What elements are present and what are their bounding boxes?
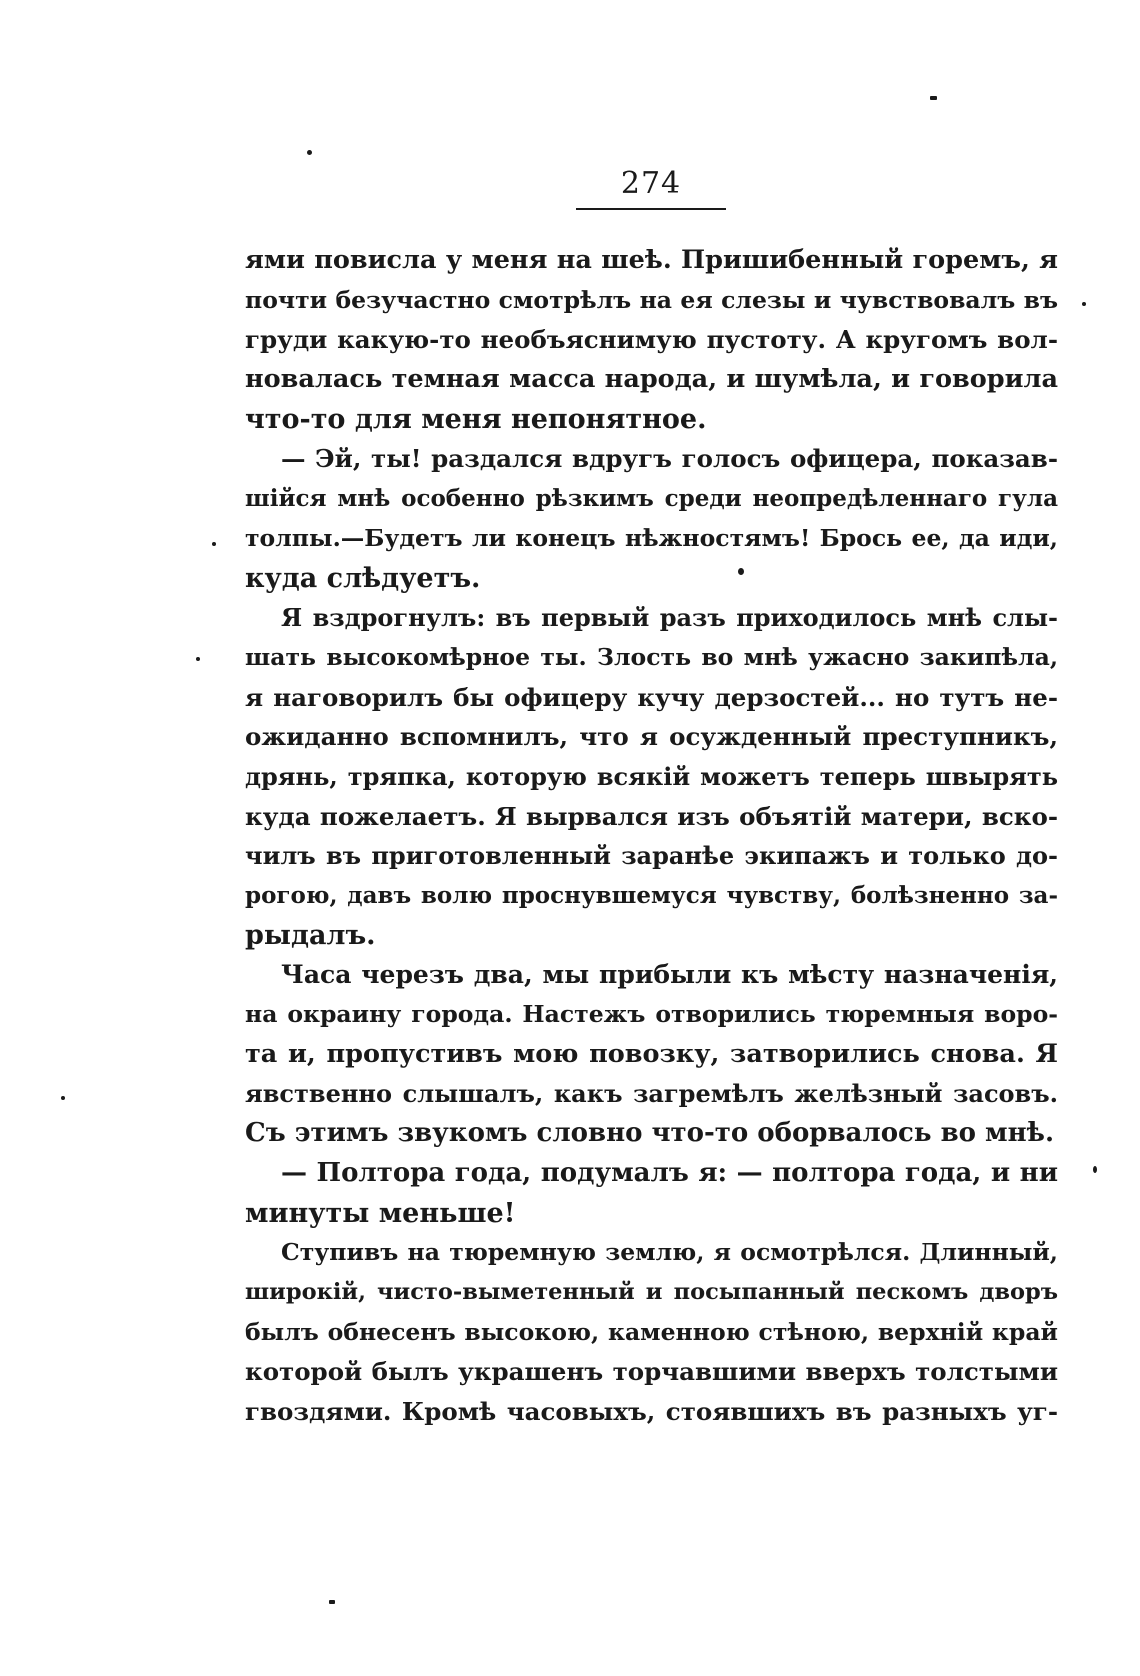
text-line: та и, пропустивъ мою повозку, затворились снова. Я [245,1038,1058,1069]
text-line: куда пожелаетъ. Я вырвался изъ объятій матери, вско- [245,801,1058,831]
text-line: груди какую-то необъяснимую пустоту. А кругомъ вол- [245,325,1058,355]
print-speck [196,657,200,661]
print-speck [329,1600,335,1604]
text-line: которой былъ украшенъ торчавшими вверхъ толстыми [245,1357,1058,1387]
print-speck [212,542,216,546]
text-line: — Эй, ты! раздался вдругъ голосъ офицера, показав- [281,444,1058,474]
text-line: рогою, давъ волю проснувшемуся чувству, болѣзненно за- [245,882,1058,909]
print-speck [1093,1166,1097,1173]
text-line: былъ обнесенъ высокою, каменною стѣною, верхній край [245,1317,1058,1346]
text-line: ями повисла у меня на шеѣ. Пришибенный горемъ, я [245,245,1058,275]
text-line: широкій, чисто-выметенный и посыпанный пескомъ дворъ [245,1278,1058,1305]
text-line: я наговорилъ бы офицеру кучу дерзостей... но тутъ не- [245,682,1058,712]
text-line: Я вздрогнулъ: въ первый разъ приходилось мнѣ слы- [281,603,1058,633]
text-line: на окраину города. Настежъ отворились тюремныя воро- [245,1000,1058,1029]
print-speck [1082,302,1086,306]
page-number: 274 [576,166,726,210]
text-line: гвоздями. Кромѣ часовыхъ, стоявшихъ въ разныхъ уг- [245,1396,1058,1426]
text-line: почти безучастно смотрѣлъ на ея слезы и чувствовалъ въ [245,285,1058,314]
print-speck [930,96,937,100]
text-line: чилъ въ приготовленный заранѣе экипажъ и только до- [245,841,1058,871]
text-line: шать высокомѣрное ты. Злость во мнѣ ужасно закипѣла, [245,642,1058,671]
body-text [245,241,1058,1432]
text-line: — Полтора года, подумалъ я: — полтора года, и ни [281,1157,1058,1188]
text-line: явственно слышалъ, какъ загремѣлъ желѣзный засовъ. [245,1079,1058,1109]
text-line: минуты меньше! [245,1197,516,1229]
text-line: шійся мнѣ особенно рѣзкимъ среди неопредѣленнаго гула [245,485,1058,513]
text-line: новалась темная масса народа, и шумѣла, и говорила [245,364,1058,395]
text-line: Съ этимъ звукомъ словно что-то оборвалось во мнѣ. [245,1118,1054,1149]
text-line: что-то для меня непонятное. [245,403,707,435]
print-speck [738,568,744,575]
print-speck [307,150,312,155]
text-line: куда слѣдуетъ. [245,562,481,594]
print-speck [61,1096,65,1100]
text-line: ожиданно вспомнилъ, что я осужденный преступникъ, [245,722,1058,752]
text-line: Ступивъ на тюремную землю, я осмотрѣлся. Длинный, [281,1238,1058,1267]
text-line: толпы.—Будетъ ли конецъ нѣжностямъ! Брось ее, да иди, [245,523,1058,552]
text-line: дрянь, тряпка, которую всякій можетъ теперь швырять [245,761,1058,791]
text-line: Часа черезъ два, мы прибыли къ мѣсту назначенія, [281,960,1058,990]
text-line: рыдалъ. [245,919,376,951]
